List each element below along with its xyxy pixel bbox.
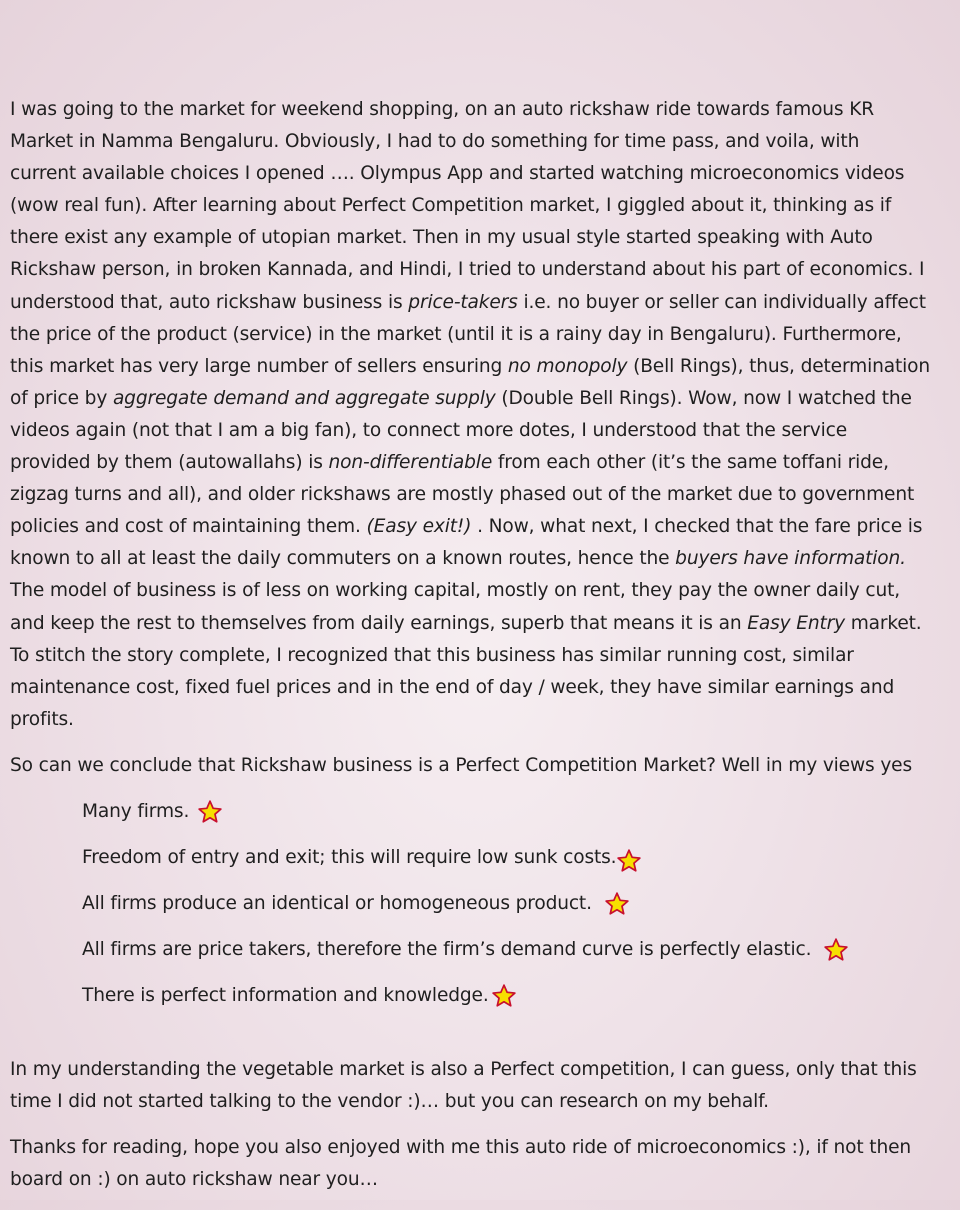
criteria-text: All firms produce an identical or homogeneous product. <box>82 892 592 914</box>
question-paragraph: So can we conclude that Rickshaw business is a Perfect Competition Market? Well in my views yes <box>10 754 913 776</box>
intro-text: market. To stitch the story complete, I recognized that this business has similar running cost, similar maintenance cost, fixed fuel prices and in the end of day / week, they have similar earnings and profits. <box>10 612 922 730</box>
criteria-text: Freedom of entry and exit; this will require low sunk costs. <box>82 846 617 868</box>
intro-text: . Now, what next, I checked that the fare price is known to all at least the daily commuters on a known routes, hence the <box>10 516 923 570</box>
star-icon <box>197 799 223 825</box>
vegetable-paragraph: In my understanding the vegetable market is also a Perfect competition, I can guess, only that this time I did not started talking to the vendor :)… but you can research on my behalf. <box>10 1058 917 1113</box>
intro-emphasis-easy-exit: (Easy exit!) <box>366 516 472 538</box>
criteria-text: Many firms. <box>82 800 190 822</box>
intro-emphasis-aggregate: aggregate demand and aggregate supply <box>112 387 496 409</box>
intro-paragraph <box>10 94 930 736</box>
list-item <box>82 934 930 966</box>
intro-emphasis-price-takers: price-takers <box>408 291 518 313</box>
intro-text: (Bell Rings), thus, determination of price by <box>10 355 930 409</box>
intro-emphasis-non-differentiable: non-differentiable <box>328 452 493 474</box>
star-icon <box>491 983 517 1009</box>
intro-text: from each other (it’s the same toffani ride, zigzag turns and all), and older rickshaws are mostly phased out of the market due to government policies and cost of maintaining them. <box>10 452 915 538</box>
intro-text: i.e. no buyer or seller can individually affect the price of the product (service) in the market (until it is a rainy day in Bengaluru). Furthermore, this market has very large number of sellers ensuring <box>10 291 926 377</box>
section-spacer <box>10 1026 930 1054</box>
article <box>10 94 930 1210</box>
list-item <box>82 980 930 1012</box>
star-icon <box>616 848 642 874</box>
star-icon <box>823 937 849 963</box>
intro-emphasis-no-monopoly: no monopoly <box>507 355 628 377</box>
star-icon <box>604 891 630 917</box>
intro-emphasis-buyers-information: buyers have information. <box>675 548 906 570</box>
intro-text: The model of business is of less on working capital, mostly on rent, they pay the owner daily cut, and keep the rest to themselves from daily earnings, superb that means it is an <box>10 580 901 634</box>
intro-emphasis-easy-entry: Easy Entry <box>747 612 845 634</box>
list-item <box>82 888 930 920</box>
intro-text: (Double Bell Rings). Wow, now I watched the videos again (not that I am a big fan), to connect more dotes, I understood that the service provided by them (autowallahs) is <box>10 387 912 474</box>
criteria-text: All firms are price takers, therefore the firm’s demand curve is perfectly elastic. <box>82 938 812 960</box>
intro-text: I was going to the market for weekend shopping, on an auto rickshaw ride towards famous KR Market in Namma Bengaluru. Obviously, I had to do something for time pass, and voila, with current available choices I opened …. Olympus App and started watching microeconomics videos (wow real fun). After learning about Perfect Competition market, I giggled about it, thinking as if there exist any example of utopian market. Then in my usual style started speaking with Auto Rickshaw person, in broken Kannada, and Hindi, I tried to understand about his part of economics. I understood that, auto rickshaw business is <box>10 99 925 313</box>
criteria-list <box>82 796 930 1012</box>
list-item <box>82 842 930 874</box>
thanks-paragraph: Thanks for reading, hope you also enjoyed with me this auto ride of microeconomics :), if not then board on :) on auto rickshaw near you… <box>10 1137 911 1191</box>
criteria-text: There is perfect information and knowledge. <box>82 984 489 1006</box>
list-item <box>82 796 930 828</box>
